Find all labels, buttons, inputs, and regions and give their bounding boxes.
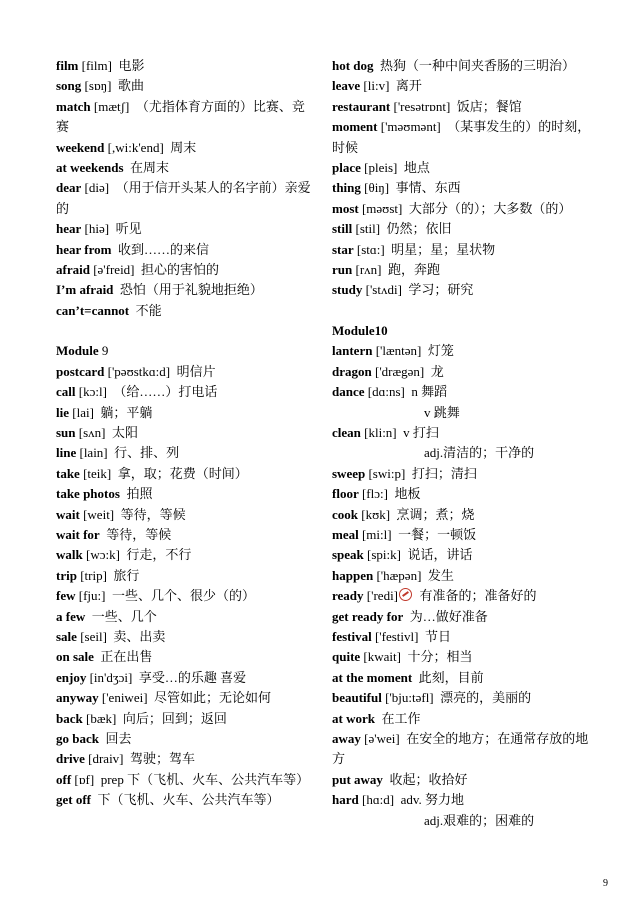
vocab-word: run xyxy=(332,262,353,278)
vocab-entry xyxy=(56,627,314,647)
phonetic: [wɔ:k] xyxy=(85,547,120,563)
meaning: 歌曲 xyxy=(118,78,145,94)
vocab-word: go back xyxy=(56,731,99,746)
vocab-word: speak xyxy=(332,547,364,563)
vocab-entry xyxy=(56,484,314,504)
meaning: 卖、出卖 xyxy=(113,628,166,644)
phonetic: [məʊst] xyxy=(361,200,403,216)
vocab-list-module-10 xyxy=(332,341,594,831)
phonetic: [θiŋ] xyxy=(364,180,390,196)
meaning: 等待，等候 xyxy=(120,506,186,522)
vocab-list-right xyxy=(332,56,594,301)
module-10-heading xyxy=(332,321,594,341)
vocab-entry xyxy=(56,403,314,423)
vocab-entry xyxy=(332,729,594,770)
phonetic: [teik] xyxy=(83,465,112,481)
right-column xyxy=(332,56,594,831)
meaning: 节日 xyxy=(424,628,451,644)
meaning: 跑，奔跑 xyxy=(387,262,440,278)
meaning: 地板 xyxy=(394,486,421,502)
meaning: （用于信开头某人的名字前）亲爱的 xyxy=(56,180,311,216)
phonetic: [kli:n] xyxy=(364,424,397,440)
vocab-word: sun xyxy=(56,424,76,440)
vocab-list-left xyxy=(56,56,314,321)
vocab-entry xyxy=(332,117,594,158)
vocab-entry xyxy=(332,240,594,260)
vocab-word: hear from xyxy=(56,241,112,257)
meaning: 一餐；一顿饭 xyxy=(398,526,477,542)
phonetic: [kwait] xyxy=(363,649,401,665)
meaning: 一些、几个 xyxy=(91,608,157,624)
meaning: 在工作 xyxy=(381,710,421,726)
vocab-word: at the moment xyxy=(332,669,413,685)
meaning: 驾驶；驾车 xyxy=(130,751,196,767)
vocab-word: weekend xyxy=(56,139,105,155)
vocab-entry xyxy=(56,688,314,708)
phonetic: [rʌn] xyxy=(355,262,382,278)
meaning: prep 下（飞机、火车、公共汽车等） xyxy=(100,771,310,787)
meaning: （某事发生的）的时刻，时候 xyxy=(332,119,591,155)
vocab-entry xyxy=(56,260,314,280)
phonetic: ['hæpən] xyxy=(376,567,422,583)
vocab-word: can’t=cannot xyxy=(56,302,130,318)
vocab-word: back xyxy=(56,710,83,726)
vocab-entry xyxy=(56,607,314,627)
phonetic: [seil] xyxy=(80,628,107,644)
vocab-entry xyxy=(56,301,314,321)
phonetic: [in'dʒɔi] xyxy=(89,669,133,685)
vocab-entry xyxy=(332,545,594,565)
vocab-word: call xyxy=(56,384,76,400)
meaning: 电影 xyxy=(118,58,145,73)
vocab-word: a few xyxy=(56,608,86,624)
vocab-word: still xyxy=(332,221,353,237)
vocab-entry xyxy=(332,56,594,76)
vocab-entry xyxy=(56,668,314,688)
phonetic: [film] xyxy=(81,58,112,73)
vocab-entry xyxy=(332,627,594,647)
phonetic: [hɑ:d] xyxy=(361,792,395,808)
vocab-word: drive xyxy=(56,751,85,767)
vocab-word: hear xyxy=(56,221,82,237)
meaning: 收起；收拾好 xyxy=(389,771,468,787)
vocab-word: I’m afraid xyxy=(56,282,114,298)
meaning: 行、排、列 xyxy=(114,445,180,461)
phonetic: [trip] xyxy=(80,567,107,583)
vocab-word: put away xyxy=(332,771,383,787)
phonetic: [kʊk] xyxy=(361,506,391,522)
vocab-word: cook xyxy=(332,506,358,522)
module-number: 9 xyxy=(101,343,109,359)
vocab-entry xyxy=(332,423,594,443)
phonetic: [li:v] xyxy=(363,78,390,94)
meaning: 十分；相当 xyxy=(407,649,473,665)
vocab-entry xyxy=(56,240,314,260)
vocab-entry xyxy=(56,178,314,219)
phonetic: [stɑ:] xyxy=(356,241,385,257)
vocab-word: most xyxy=(332,200,359,216)
phonetic: [diə] xyxy=(84,180,110,196)
meaning: 享受…的乐趣 喜爱 xyxy=(138,669,247,685)
vocab-entry xyxy=(56,647,314,667)
vocab-entry xyxy=(56,56,314,76)
meaning: 大部分（的）；大多数（的） xyxy=(408,200,572,216)
meaning: 饭店；餐馆 xyxy=(456,98,522,114)
vocab-entry xyxy=(332,76,594,96)
vocab-entry xyxy=(56,464,314,484)
left-column xyxy=(56,56,314,811)
phonetic: [sɒŋ] xyxy=(84,78,112,94)
vocab-word: study xyxy=(332,282,363,298)
vocab-word: place xyxy=(332,160,361,176)
vocab-word: take xyxy=(56,465,80,481)
vocab-entry xyxy=(332,178,594,198)
vocab-word: dear xyxy=(56,180,82,196)
meaning: 正在出售 xyxy=(100,649,153,665)
page-number: 9 xyxy=(603,878,608,889)
vocab-word: wait xyxy=(56,506,80,522)
vocab-entry xyxy=(332,709,594,729)
vocab-word: hot dog xyxy=(332,58,374,73)
vocab-entry xyxy=(56,423,314,443)
vocab-word: at work xyxy=(332,710,375,726)
vocab-word: beautiful xyxy=(332,690,382,706)
vocab-word: few xyxy=(56,588,76,604)
phonetic: [pleis] xyxy=(364,160,398,176)
vocab-entry xyxy=(332,668,594,688)
vocab-entry xyxy=(332,607,594,627)
meaning: 躺；平躺 xyxy=(100,404,153,420)
module-label: Module xyxy=(56,343,99,359)
vocab-entry xyxy=(332,97,594,117)
phonetic: [kɔ:l] xyxy=(78,384,107,400)
meaning: 一些、几个、很少（的） xyxy=(111,588,255,604)
vocab-entry xyxy=(56,505,314,525)
vocab-word: dance xyxy=(332,384,365,400)
phonetic: [fju:] xyxy=(78,588,106,604)
phonetic: [,wi:k'end] xyxy=(107,139,164,155)
vocab-entry xyxy=(56,443,314,463)
meaning: 在周末 xyxy=(130,160,170,176)
vocab-entry xyxy=(332,790,594,810)
vocab-entry xyxy=(56,158,314,178)
vocab-word: quite xyxy=(332,649,361,665)
meaning: 漂亮的，美丽的 xyxy=(440,690,532,706)
vocab-entry xyxy=(56,525,314,545)
vocab-word: song xyxy=(56,78,82,94)
meaning: 此刻，目前 xyxy=(418,669,484,685)
vocab-word: on sale xyxy=(56,649,94,665)
phonetic: [weit] xyxy=(83,506,115,522)
vocab-entry xyxy=(56,586,314,606)
meaning: 事情、东西 xyxy=(395,180,461,196)
phonetic: [mi:l] xyxy=(361,526,392,542)
vocab-entry xyxy=(332,362,594,382)
phonetic: ['eniwei] xyxy=(101,690,148,706)
vocab-entry xyxy=(332,688,594,708)
vocab-entry xyxy=(332,341,594,361)
vocab-word: film xyxy=(56,58,79,73)
vocab-entry xyxy=(56,790,314,810)
vocab-entry xyxy=(332,770,594,790)
vocab-entry xyxy=(332,505,594,525)
meaning: n 舞蹈 xyxy=(411,384,448,400)
meaning: 回去 xyxy=(105,731,132,746)
vocab-word: meal xyxy=(332,526,359,542)
vocab-entry xyxy=(332,158,594,178)
phonetic: [lain] xyxy=(79,445,108,461)
phonetic: [ə'freid] xyxy=(93,262,135,278)
vocab-word: walk xyxy=(56,547,83,563)
sound-icon xyxy=(399,588,412,601)
vocab-word: festival xyxy=(332,628,372,644)
meaning: 听见 xyxy=(115,221,142,237)
vocab-word: ready xyxy=(332,588,364,604)
meaning: 有准备的；准备好的 xyxy=(419,588,537,604)
meaning: 学习；研究 xyxy=(408,282,474,298)
vocab-entry xyxy=(332,219,594,239)
meaning: 地点 xyxy=(403,160,430,176)
vocab-word: thing xyxy=(332,180,361,196)
vocab-word: restaurant xyxy=(332,98,391,114)
phonetic: [swi:p] xyxy=(368,465,406,481)
vocab-word: enjoy xyxy=(56,669,87,685)
vocab-word: afraid xyxy=(56,262,90,278)
vocab-entry xyxy=(56,362,314,382)
meaning: adv. 努力地 xyxy=(400,792,464,808)
vocab-word: off xyxy=(56,771,72,787)
meaning: （给……）打电话 xyxy=(113,384,218,400)
vocab-word: sale xyxy=(56,628,77,644)
vocab-word: away xyxy=(332,731,361,746)
meaning: 太阳 xyxy=(112,424,139,440)
phonetic: [bæk] xyxy=(85,710,117,726)
meaning-continued: adj.清洁的；干净的 xyxy=(424,445,535,461)
meaning: 为…做好准备 xyxy=(409,608,488,624)
meaning: 烹调；煮；烧 xyxy=(396,506,475,522)
phonetic: ['bju:təfl] xyxy=(385,690,434,706)
phonetic: [ə'wei] xyxy=(364,731,400,746)
phonetic: [flɔ:] xyxy=(361,486,388,502)
vocab-entry xyxy=(332,586,594,606)
phonetic: ['redi] xyxy=(366,588,399,604)
phonetic: [stil] xyxy=(355,221,381,237)
vocab-word: line xyxy=(56,445,77,461)
phonetic: ['læntən] xyxy=(375,343,422,359)
meaning: 担心的害怕的 xyxy=(141,262,220,278)
meaning: v 打扫 xyxy=(403,424,439,440)
meaning-continued: adj.艰难的；困难的 xyxy=(424,812,535,828)
vocab-entry xyxy=(56,97,314,138)
phonetic: [dɑ:ns] xyxy=(367,384,405,400)
module-9-heading xyxy=(56,341,314,361)
vocab-entry xyxy=(332,280,594,300)
vocab-word: floor xyxy=(332,486,359,502)
vocab-word: sweep xyxy=(332,465,366,481)
vocab-entry xyxy=(56,280,314,300)
vocab-word: lantern xyxy=(332,343,373,359)
vocab-entry xyxy=(332,647,594,667)
vocab-word: clean xyxy=(332,424,361,440)
vocab-entry xyxy=(56,770,314,790)
vocab-word: wait for xyxy=(56,526,100,542)
phonetic: [mætʃ] xyxy=(93,98,130,114)
meaning: 热狗（一种中间夹香肠的三明治） xyxy=(380,58,576,73)
meaning: 行走，不行 xyxy=(126,547,192,563)
meaning: （尤指体育方面的）比赛、竞赛 xyxy=(56,98,305,135)
meaning: 等待，等候 xyxy=(106,526,172,542)
meaning: 不能 xyxy=(135,302,162,318)
vocab-word: lie xyxy=(56,404,69,420)
meaning: 尽管如此；无论如何 xyxy=(154,690,272,706)
vocab-word: get off xyxy=(56,792,92,808)
vocab-entry xyxy=(56,138,314,158)
vocab-word: hard xyxy=(332,792,359,808)
vocab-entry xyxy=(56,749,314,769)
meaning: 周末 xyxy=(170,139,197,155)
meaning: 收到……的来信 xyxy=(117,241,209,257)
phonetic: ['pəʊstkɑ:d] xyxy=(107,363,171,379)
phonetic: [spi:k] xyxy=(367,547,401,563)
phonetic: ['məʊmənt] xyxy=(380,119,441,135)
meaning: 灯笼 xyxy=(427,343,454,359)
meaning: 说话，讲话 xyxy=(407,547,473,563)
vocab-entry xyxy=(56,729,314,749)
module-label: Module10 xyxy=(332,322,388,338)
meaning: 拍照 xyxy=(126,486,153,502)
meaning: 仍然；依旧 xyxy=(386,221,452,237)
vocab-entry xyxy=(332,382,594,402)
phonetic: ['stʌdi] xyxy=(365,282,402,298)
vocab-word: match xyxy=(56,98,91,114)
meaning: 发生 xyxy=(427,567,454,583)
vocab-word: dragon xyxy=(332,363,372,379)
phonetic: [lai] xyxy=(72,404,94,420)
phonetic: ['resətrɒnt] xyxy=(393,98,451,114)
vocab-word: moment xyxy=(332,119,378,135)
vocab-entry xyxy=(332,484,594,504)
vocab-entry xyxy=(332,199,594,219)
meaning: 明星；星；星状物 xyxy=(391,241,496,257)
meaning: 向后；回到；返回 xyxy=(122,710,227,726)
vocab-entry xyxy=(56,76,314,96)
vocab-entry xyxy=(332,464,594,484)
meaning: 在安全的地方；在通常存放的地方 xyxy=(332,731,589,767)
meaning: 拿，取；花费（时间） xyxy=(117,465,248,481)
vocab-entry xyxy=(56,709,314,729)
meaning: 明信片 xyxy=(176,363,216,379)
vocab-entry xyxy=(56,382,314,402)
phonetic: [sʌn] xyxy=(78,424,106,440)
meaning: 恐怕（用于礼貌地拒绝） xyxy=(119,282,263,298)
vocab-word: at weekends xyxy=(56,160,124,176)
vocab-word: star xyxy=(332,241,354,257)
meaning-continued: v 跳舞 xyxy=(424,404,460,420)
meaning: 打扫；清扫 xyxy=(411,465,477,481)
vocab-word: get ready for xyxy=(332,608,404,624)
vocab-entry xyxy=(332,525,594,545)
vocab-entry xyxy=(56,545,314,565)
vocab-list-module-9 xyxy=(56,362,314,811)
phonetic: [draiv] xyxy=(88,751,124,767)
vocab-word: leave xyxy=(332,78,361,94)
vocab-word: anyway xyxy=(56,690,99,706)
phonetic: [ɒf] xyxy=(74,771,95,787)
vocab-entry xyxy=(332,260,594,280)
vocab-entry xyxy=(56,566,314,586)
vocab-entry xyxy=(56,219,314,239)
meaning: 旅行 xyxy=(113,567,140,583)
vocab-word: trip xyxy=(56,567,77,583)
phonetic: ['festivl] xyxy=(374,628,419,644)
meaning: 龙 xyxy=(430,363,444,379)
vocab-word: take photos xyxy=(56,486,120,502)
phonetic: [hiə] xyxy=(84,221,110,237)
vocab-entry xyxy=(332,566,594,586)
phonetic: ['drægən] xyxy=(374,363,425,379)
meaning: 离开 xyxy=(395,78,422,94)
vocab-word: happen xyxy=(332,567,374,583)
vocab-word: postcard xyxy=(56,363,105,379)
meaning: 下（飞机、火车、公共汽车等） xyxy=(97,792,280,808)
